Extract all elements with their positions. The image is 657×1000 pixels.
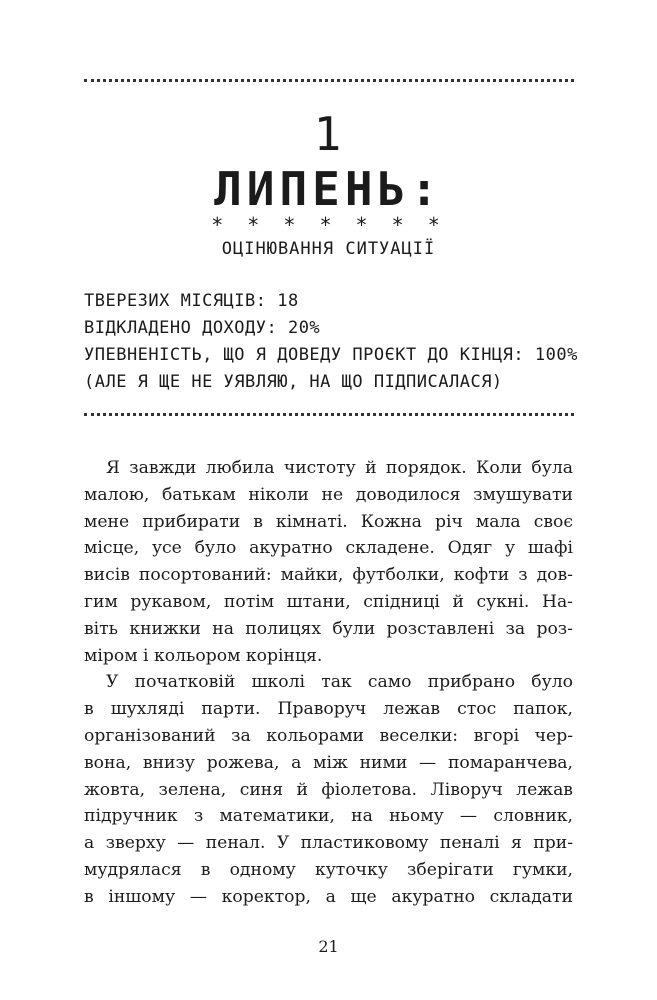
star-ornament: * * * * * * * [211, 213, 446, 237]
text-line: в іншому — коректор, а ще акуратно складати [84, 886, 573, 907]
body-text [84, 455, 573, 911]
stat-note: (АЛЕ Я ЩЕ НЕ УЯВЛЯЮ, НА ЩО ПІДПИСАЛАСЯ) [84, 372, 503, 392]
text-line: а зверху — пенал. У пластиковому пеналі я при- [84, 833, 573, 854]
text-line: вона, внизу рожева, а між ними — помаранчева, [84, 752, 573, 773]
text-line: міром і кольором корінця. [84, 645, 323, 666]
chapter-number: 1 [313, 107, 344, 161]
text-line: організований за кольорами веселки: вгорі чер- [84, 725, 573, 746]
top-dotted-divider [84, 79, 574, 82]
text-line: мене прибирати в кімнаті. Кожна річ мала своє [84, 511, 573, 532]
chapter-title: ЛИПЕНЬ: [214, 162, 443, 216]
chapter-subtitle: ОЦІНЮВАННЯ СИТУАЦІЇ [221, 239, 436, 259]
bottom-dotted-divider [84, 413, 574, 416]
text-line: Я завжди любила чистоту й порядок. Коли була [106, 458, 573, 478]
paragraph [84, 669, 573, 910]
stat-confidence: УПЕВНЕНІСТЬ, ЩО Я ДОВЕДУ ПРОЄКТ ДО КІНЦЯ: 100% [84, 345, 578, 365]
text-line: віть книжки на полицях були розставлені за роз- [84, 618, 573, 639]
text-line: гим рукавом, потім штани, спідниці й сукні. На- [84, 591, 573, 612]
text-line: жовта, зелена, синя й фіолетова. Ліворуч лежав [84, 779, 573, 800]
page-number: 21 [318, 937, 339, 956]
text-line: У початковій школі так само прибрано було [106, 672, 573, 693]
stat-sober-months: ТВЕРЕЗИХ МІСЯЦІВ: 18 [84, 291, 299, 311]
text-line: малою, батькам ніколи не доводилося змушувати [84, 484, 573, 505]
text-line: в шухляді парти. Праворуч лежав стос папок, [84, 699, 573, 720]
text-line: мудрялася в одному куточку зберігати гумки, [84, 859, 573, 880]
paragraph [84, 455, 573, 669]
stats-block [84, 288, 604, 396]
stat-saved-income: ВІДКЛАДЕНО ДОХОДУ: 20% [84, 318, 321, 338]
text-line: висів посортований: майки, футболки, кофти з дов- [84, 565, 573, 586]
text-line: місце, усе було акуратно складене. Одяг у шафі [84, 538, 573, 559]
text-line: підручник з математики, на ньому — словник, [84, 806, 573, 827]
